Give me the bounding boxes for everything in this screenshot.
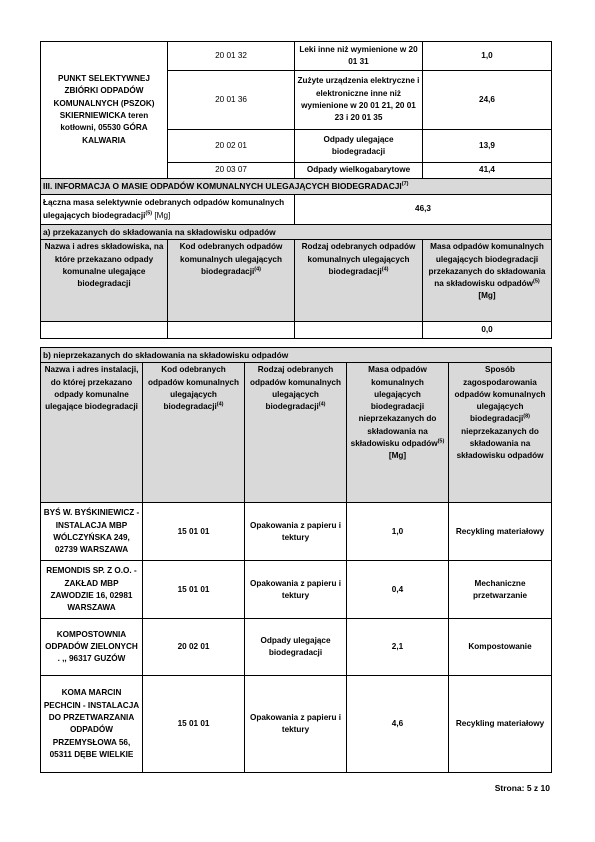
- pszok-table: [40, 41, 552, 179]
- pszok-mass-cell: 1,0: [423, 42, 552, 71]
- treatment-method-cell: Recykling materiałowy: [449, 503, 552, 561]
- section-a-total-mass: 0,0: [423, 322, 552, 339]
- waste-type-cell: Opakowania z papieru i tektury: [245, 561, 347, 619]
- pszok-mass-cell: 13,9: [423, 130, 552, 163]
- pszok-type-cell: Zużyte urządzenia elektryczne i elektroniczne inne niż wymienione w 20 01 21, 20 01 23 i 20 01 35: [295, 71, 423, 130]
- facility-name-cell: KOMA MARCIN PECHCIN - INSTALACJA DO PRZETWARZANIA ODPADÓW PRZEMYSŁOWA 56, 05311 DĘBE WIELKIE: [41, 676, 143, 773]
- waste-code-cell: 15 01 01: [143, 676, 245, 773]
- waste-type-cell: Opakowania z papieru i tektury: [245, 503, 347, 561]
- total-mass-value: 46,3: [295, 195, 552, 225]
- pszok-type-cell: Odpady ulegające biodegradacji: [295, 130, 423, 163]
- facility-name-cell: BYŚ W. BYŚKINIEWICZ - INSTALACJA MBP WÓLCZYŃSKA 249, 02739 WARSZAWA: [41, 503, 143, 561]
- pszok-code-cell: 20 03 07: [168, 163, 295, 179]
- pszok-type-cell: Odpady wielkogabarytowe: [295, 163, 423, 179]
- waste-type-cell: Opakowania z papieru i tektury: [245, 676, 347, 773]
- waste-mass-cell: 1,0: [347, 503, 449, 561]
- treatment-method-cell: Recykling materiałowy: [449, 676, 552, 773]
- treatment-method-cell: Kompostowanie: [449, 619, 552, 676]
- waste-mass-cell: 2,1: [347, 619, 449, 676]
- section-b-header-method: Sposób zagospodarowania odpadów komunalnych ulegających biodegradacji$^{(8)}$ nieprzekazanych do składowania na składowisku odpadów: [449, 363, 552, 503]
- pszok-code-cell: 20 01 32: [168, 42, 295, 71]
- waste-code-cell: 15 01 01: [143, 561, 245, 619]
- treatment-method-cell: Mechaniczne przetwarzanie: [449, 561, 552, 619]
- section-a-header-code: Kod odebranych odpadów komunalnych ulegających biodegradacji$^{(4)}$: [168, 240, 295, 322]
- pszok-code-cell: 20 01 36: [168, 71, 295, 130]
- waste-mass-cell: 0,4: [347, 561, 449, 619]
- pszok-mass-cell: 41,4: [423, 163, 552, 179]
- pszok-code-cell: 20 02 01: [168, 130, 295, 163]
- section-b-header-type: Rodzaj odebranych odpadów komunalnych ulegających biodegradacji$^{(4)}$: [245, 363, 347, 503]
- section-b-header-code: Kod odebranych odpadów komunalnych ulegających biodegradacji$^{(4)}$: [143, 363, 245, 503]
- facility-name-cell: REMONDIS SP. Z O.O. - ZAKŁAD MBP ZAWODZIE 16, 02981 WARSZAWA: [41, 561, 143, 619]
- facility-name-cell: KOMPOSTOWNIA ODPADÓW ZIELONYCH . ,, 96317 GUZÓW: [41, 619, 143, 676]
- section-a-empty-cell: [168, 322, 295, 339]
- section-a-empty-cell: [295, 322, 423, 339]
- pszok-point-name: PUNKT SELEKTYWNEJ ZBIÓRKI ODPADÓW KOMUNALNYCH (PSZOK) SKIERNIEWICKA teren kotłowni, 05530 GÓRA KALWARIA: [41, 42, 168, 179]
- section-b-title: b) nieprzekazanych do składowania na składowisku odpadów: [41, 348, 552, 363]
- total-mass-label: Łączna masa selektywnie odebranych odpadów komunalnych ulegających biodegradacji$^{(5)}$ [Mg]: [41, 195, 295, 225]
- waste-mass-cell: 4,6: [347, 676, 449, 773]
- section-a-header-facility: Nazwa i adres składowiska, na które przekazano odpady komunalne ulegające biodegradacji: [41, 240, 168, 322]
- section-a-header-type: Rodzaj odebranych odpadów komunalnych ulegających biodegradacji$^{(4)}$: [295, 240, 423, 322]
- section-a-title: a) przekazanych do składowania na składowisku odpadów: [41, 225, 552, 240]
- section3-table: [40, 178, 552, 339]
- section-b-header-facility: Nazwa i adres instalacji, do której przekazano odpady komunalne ulegające biodegradacji: [41, 363, 143, 503]
- section-a-empty-cell: [41, 322, 168, 339]
- section3-title: III. INFORMACJA O MASIE ODPADÓW KOMUNALNYCH ULEGAJĄCYCH BIODEGRADACJI$^{(7)}$: [41, 179, 552, 195]
- page-number: Strona: 5 z 10: [494, 783, 550, 793]
- waste-code-cell: 15 01 01: [143, 503, 245, 561]
- waste-type-cell: Odpady ulegające biodegradacji: [245, 619, 347, 676]
- section-b-table: [40, 347, 552, 773]
- waste-code-cell: 20 02 01: [143, 619, 245, 676]
- section-a-header-mass: Masa odpadów komunalnych ulegających biodegradacji przekazanych do składowania na składowisku odpadów$^{(5)}$ [Mg]: [423, 240, 552, 322]
- section-b-header-mass: Masa odpadów komunalnych ulegających biodegradacji nieprzekazanych do składowania na składowisku odpadów$^{(5)}$ [Mg]: [347, 363, 449, 503]
- pszok-mass-cell: 24,6: [423, 71, 552, 130]
- pszok-type-cell: Leki inne niż wymienione w 20 01 31: [295, 42, 423, 71]
